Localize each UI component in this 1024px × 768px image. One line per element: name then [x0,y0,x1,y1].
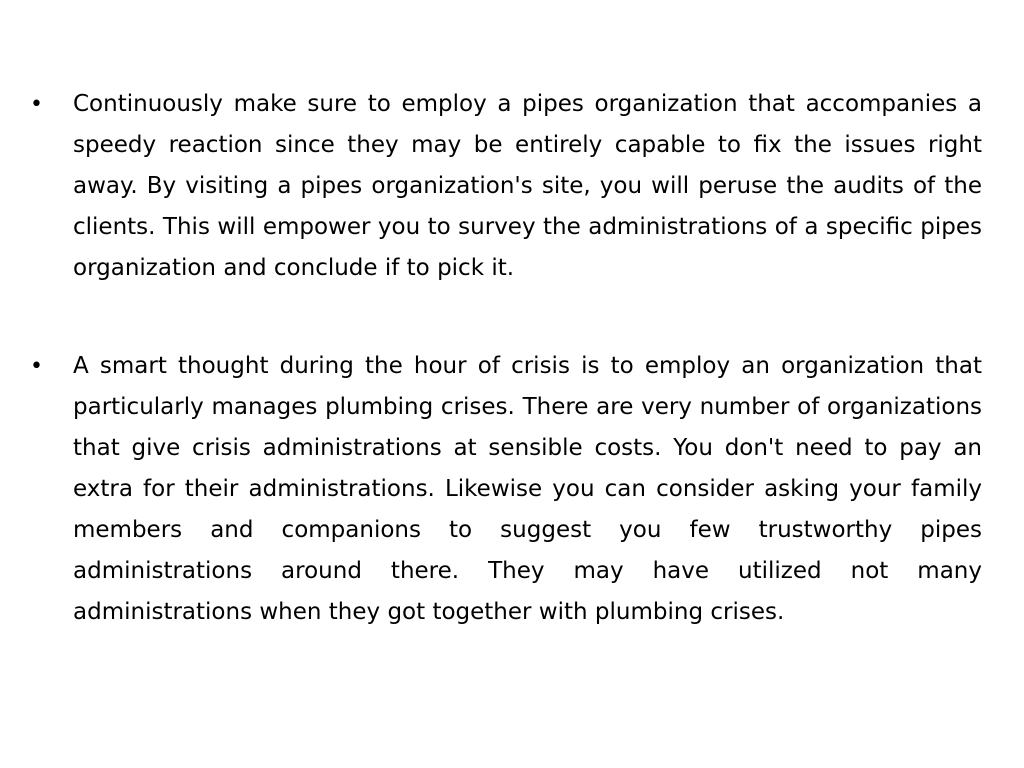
bullet-item [30,84,982,289]
bullet-marker: • [30,354,43,379]
bullet-text: A smart thought during the hour of crisis is to employ an organization that particularly manages plumbing crises. There are very number of organizations that give crisis administrations at sensible costs. You don't need to pay an extra for their administrations. Likewise you can consider asking your family members and companions to suggest you few trustworthy pipes administrations around there. They may have utilized not many administrations when they got together with plumbing crises. [73,353,982,625]
bullet-item [30,346,982,633]
bullet-marker: • [30,92,43,117]
bullet-list [30,84,982,633]
bullet-text: Continuously make sure to employ a pipes organization that accompanies a speedy reaction since they may be entirely capable to fix the issues right away. By visiting a pipes organization's site, you will peruse the audits of the clients. This will empower you to survey the administrations of a specific pipes organization and conclude if to pick it. [73,91,982,281]
